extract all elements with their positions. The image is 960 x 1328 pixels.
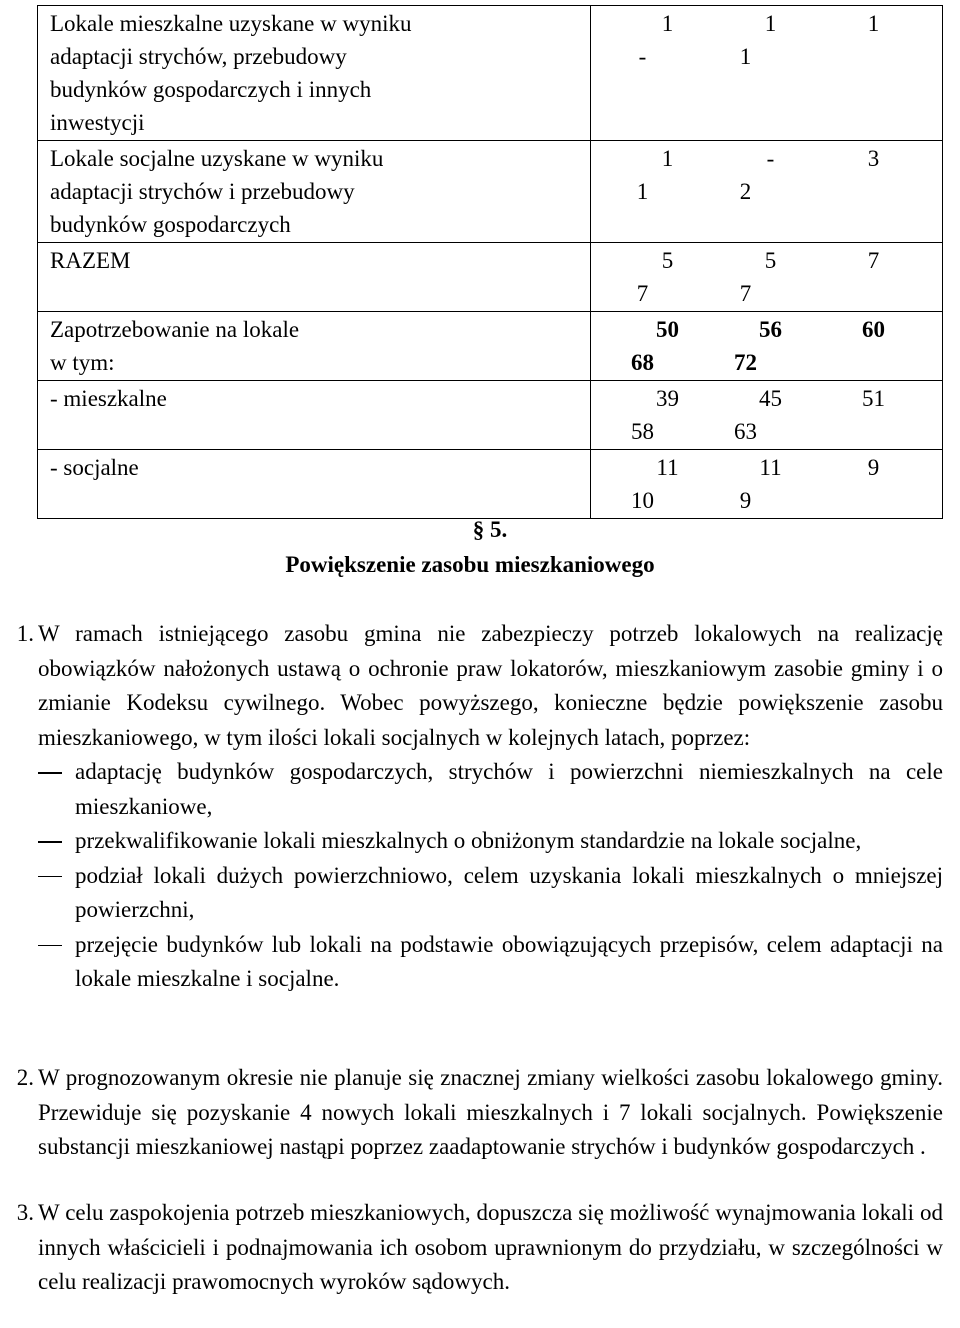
point-number: 3. (16, 1200, 34, 1225)
table-row (38, 243, 943, 312)
row-values (591, 243, 943, 312)
table-cell: 50 (656, 317, 679, 342)
table-row (38, 312, 943, 381)
table-cell: 51 (862, 386, 885, 411)
table-row (38, 6, 943, 141)
table-cell: 5 (661, 248, 674, 273)
section-number: § 5. (472, 517, 508, 542)
list-item (38, 859, 943, 928)
row-label: - socjalne (38, 450, 591, 519)
table-cell: - (766, 146, 775, 171)
row-label (38, 312, 591, 381)
table-cell: 1 (636, 179, 649, 204)
dash-icon (38, 945, 62, 947)
list-item (38, 824, 943, 859)
point-number: 2. (16, 1065, 34, 1090)
point-number: 1. (16, 621, 34, 646)
housing-table (37, 5, 943, 519)
table-cell: 72 (734, 350, 757, 375)
row-label: - mieszkalne (38, 381, 591, 450)
table-cell: 1 (661, 146, 674, 171)
row-label: RAZEM (38, 243, 591, 312)
table-cell: 1 (764, 11, 777, 36)
row-values (591, 381, 943, 450)
point-1 (16, 617, 943, 997)
table-cell: 56 (759, 317, 782, 342)
section-title: Powiększenie zasobu mieszkaniowego (285, 552, 655, 577)
dash-icon (38, 876, 62, 878)
row-values (591, 141, 943, 243)
list-item (38, 755, 943, 824)
row-values (591, 450, 943, 519)
dash-icon (38, 772, 62, 774)
table-cell: 3 (867, 146, 880, 171)
list-item-text: adaptację budynków gospodarczych, strychów i powierzchni niemieszkalnych na cele mieszkaniowe, (75, 759, 943, 819)
row-label: Lokale mieszkalne uzyskane w wyniku adaptacji strychów, przebudowy budynków gospodarczych i innych inwestycji (38, 6, 591, 141)
table-cell: 1 (661, 11, 674, 36)
row-label-main: Zapotrzebowanie na lokale (50, 317, 300, 342)
table-cell: 1 (867, 11, 880, 36)
table-cell: 10 (631, 488, 654, 513)
table-cell: 2 (739, 179, 752, 204)
table-row (38, 141, 943, 243)
table-cell: 9 (739, 488, 752, 513)
table-cell: - (638, 44, 647, 69)
table-cell: 58 (631, 419, 654, 444)
row-values (591, 312, 943, 381)
list-item-text: podział lokali dużych powierzchniowo, celem uzyskania lokali mieszkalnych o mniejszej powierzchni, (75, 862, 943, 922)
list-item (38, 928, 943, 997)
table-cell: 11 (656, 455, 679, 480)
point-text: W celu zaspokojenia potrzeb mieszkaniowych, dopuszcza się możliwość wynajmowania lokali od innych właścicieli i podnajmowania ich osobom uprawnionym do przydziału, w szczególności w celu realizacji prawomocnych wyroków sądowych. (38, 1200, 943, 1294)
table-cell: 45 (759, 386, 782, 411)
dash-icon (38, 841, 62, 843)
table-cell: 7 (636, 281, 649, 306)
point-text: W ramach istniejącego zasobu gmina nie zabezpieczy potrzeb lokalowych na realizację obowiązków nałożonych ustawą o ochronie praw lokatorów, mieszkaniowym zasobie gminy i o zmianie Kodeksu cywilnego. Wobec powyższego, konieczne będzie powiększenie zasobu mieszkaniowego, w tym ilości lokali socjalnych w kolejnych latach, poprzez: (38, 621, 943, 750)
table-cell: 68 (631, 350, 654, 375)
table-cell: 9 (867, 455, 880, 480)
row-sublabel: w tym: (50, 350, 115, 375)
table-cell: 1 (739, 44, 752, 69)
table-cell: 11 (759, 455, 782, 480)
table-cell: 60 (862, 317, 885, 342)
row-values (591, 6, 943, 141)
table-cell: 63 (734, 419, 757, 444)
table-cell: 7 (867, 248, 880, 273)
table-cell: 7 (739, 281, 752, 306)
list-item-text: przekwalifikowanie lokali mieszkalnych o obniżonym standardzie na lokale socjalne, (75, 828, 862, 853)
point-2 (16, 1061, 943, 1165)
table-cell: 39 (656, 386, 679, 411)
table-row (38, 450, 943, 519)
point-text: W prognozowanym okresie nie planuje się znacznej zmiany wielkości zasobu lokalowego gminy. Przewiduje się pozyskanie 4 nowych lokali mieszkalnych i 7 lokali socjalnych. Powiększenie substancji mieszkaniowej nastąpi poprzez zaadaptowanie strychów i budynków gospodarczych . (38, 1065, 943, 1159)
table-cell: 5 (764, 248, 777, 273)
row-label: Lokale socjalne uzyskane w wyniku adaptacji strychów i przebudowy budynków gospodarczych (38, 141, 591, 243)
list-item-text: przejęcie budynków lub lokali na podstawie obowiązujących przepisów, celem adaptacji na lokale mieszkalne i socjalne. (75, 931, 943, 991)
table-row (38, 381, 943, 450)
point-3 (16, 1196, 943, 1300)
